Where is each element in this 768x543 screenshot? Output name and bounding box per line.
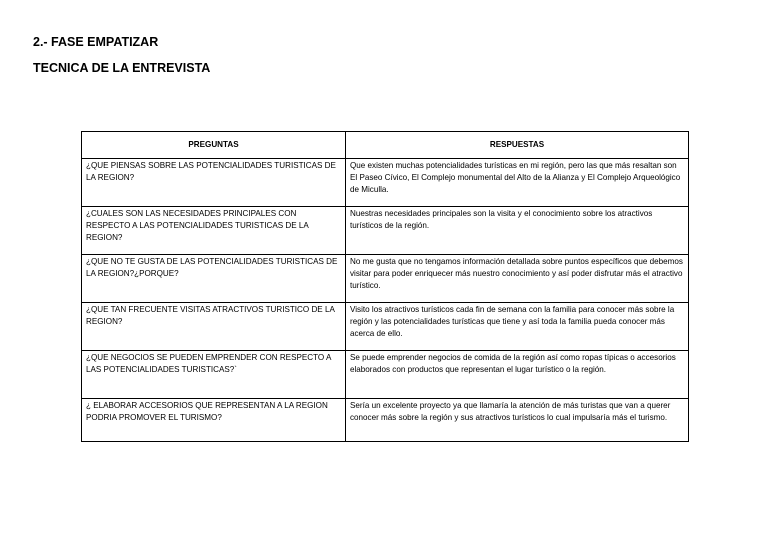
- question-cell: ¿QUE TAN FRECUENTE VISITAS ATRACTIVOS TURISTICO DE LA REGION?: [82, 303, 346, 351]
- answer-cell: No me gusta que no tengamos información detallada sobre puntos específicos que debemos visitar para poder enriquecer más nuestro conocimiento y así poder disfrutar más el atractivo turístico.: [346, 255, 689, 303]
- answer-cell: Que existen muchas potencialidades turísticas en mi región, pero las que más resaltan son El Paseo Cívico, El Complejo monumental del Alto de la Alianza y El Complejo Arqueológico de Miculla.: [346, 159, 689, 207]
- answer-cell: Sería un excelente proyecto ya que llamaría la atención de más turistas que van a querer conocer más sobre la región y sus atractivos turísticos lo cual impulsaría más el turismo.: [346, 399, 689, 442]
- question-cell: ¿QUE NO TE GUSTA DE LAS POTENCIALIDADES TURISTICAS DE LA REGION?¿PORQUE?: [82, 255, 346, 303]
- question-cell: ¿ ELABORAR ACCESORIOS QUE REPRESENTAN A LA REGION PODRIA PROMOVER EL TURISMO?: [82, 399, 346, 442]
- technique-heading: TECNICA DE LA ENTREVISTA: [33, 61, 211, 75]
- answer-cell: Se puede emprender negocios de comida de la región así como ropas típicas o accesorios elaborados con productos que representan el lugar turístico o la región.: [346, 351, 689, 399]
- answer-cell: Nuestras necesidades principales son la visita y el conocimiento sobre los atractivos turísticos de la región.: [346, 207, 689, 255]
- table-header-row: [82, 132, 689, 159]
- answer-cell: Visito los atractivos turísticos cada fin de semana con la familia para conocer más sobre la región y las potencialidades turísticas que tiene y así toda la familia pueda conocer más acerca de ello.: [346, 303, 689, 351]
- question-cell: ¿CUALES SON LAS NECESIDADES PRINCIPALES CON RESPECTO A LAS POTENCIALIDADES TURISTICAS DE LA REGION?: [82, 207, 346, 255]
- section-heading: 2.- FASE EMPATIZAR: [33, 35, 159, 49]
- question-cell: ¿QUE NEGOCIOS SE PUEDEN EMPRENDER CON RESPECTO A LAS POTENCIALIDADES TURISTICAS?`: [82, 351, 346, 399]
- answers-column-header: RESPUESTAS: [346, 132, 689, 159]
- interview-table: [81, 131, 689, 442]
- question-cell: ¿QUE PIENSAS SOBRE LAS POTENCIALIDADES TURISTICAS DE LA REGION?: [82, 159, 346, 207]
- table-row: [82, 351, 689, 399]
- table-row: [82, 399, 689, 442]
- table-row: [82, 159, 689, 207]
- table-row: [82, 303, 689, 351]
- table-row: [82, 255, 689, 303]
- questions-column-header: PREGUNTAS: [82, 132, 346, 159]
- table-row: [82, 207, 689, 255]
